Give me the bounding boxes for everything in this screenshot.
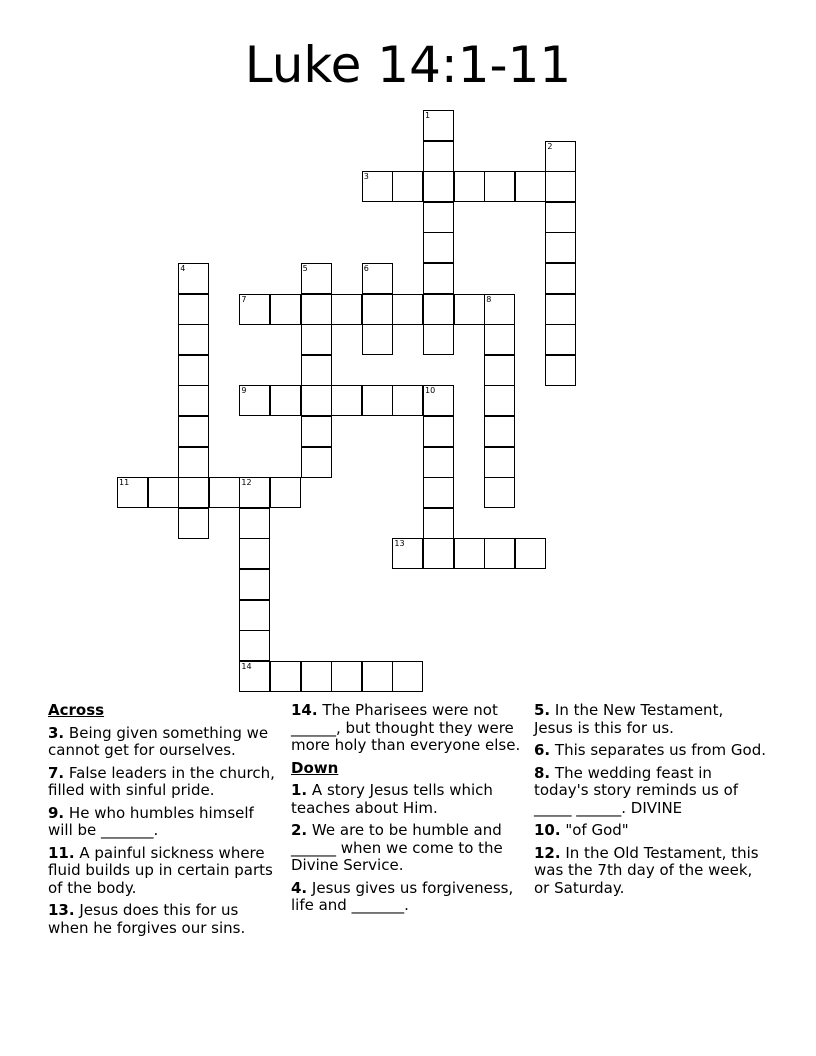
- grid-cell[interactable]: [178, 416, 209, 447]
- grid-cell[interactable]: [178, 477, 209, 508]
- clue-number: 7.: [48, 763, 65, 782]
- grid-cell-number: 10: [425, 386, 436, 396]
- clue-down-1: [291, 782, 523, 817]
- grid-cell[interactable]: [484, 416, 515, 447]
- grid-cell[interactable]: [484, 447, 515, 478]
- grid-cell-number: 8: [486, 294, 492, 304]
- clue-number: 2.: [291, 821, 308, 839]
- clue-text: False leaders in the church, filled with sinful pride.: [48, 763, 275, 799]
- grid-cell[interactable]: [392, 385, 423, 416]
- grid-cell[interactable]: [454, 294, 485, 325]
- grid-cell[interactable]: [178, 263, 209, 294]
- grid-cell[interactable]: [423, 416, 454, 447]
- grid-cell[interactable]: [239, 569, 270, 600]
- grid-cell[interactable]: [362, 385, 393, 416]
- grid-cell[interactable]: [515, 171, 546, 202]
- grid-cell[interactable]: [178, 294, 209, 325]
- grid-cell[interactable]: [454, 538, 485, 569]
- clue-text: A story Jesus tells which teaches about Him.: [291, 781, 493, 817]
- grid-cell[interactable]: [423, 385, 454, 416]
- grid-cell[interactable]: [301, 294, 332, 325]
- across-heading: Across: [48, 701, 105, 719]
- clues-column-2: [291, 702, 523, 920]
- clue-text: A painful sickness where fluid builds up in certain parts of the body.: [48, 843, 273, 897]
- grid-cell[interactable]: [484, 171, 515, 202]
- grid-cell[interactable]: [301, 324, 332, 355]
- clue-down-6: [534, 742, 766, 760]
- clues-column-1: [48, 702, 280, 942]
- clue-text: He who humbles himself will be _______.: [48, 803, 254, 839]
- grid-cell[interactable]: [362, 294, 393, 325]
- grid-cell[interactable]: [301, 263, 332, 294]
- grid-cell[interactable]: [270, 385, 301, 416]
- clue-across-13: [48, 902, 280, 937]
- clue-across-3: [48, 725, 280, 760]
- clue-number: 12.: [534, 843, 561, 862]
- grid-cell[interactable]: [545, 232, 576, 263]
- clue-across-7: [48, 765, 280, 800]
- grid-cell[interactable]: [178, 508, 209, 539]
- clue-text: The wedding feast in today's story reminds us of _____ ______. DIVINE: [534, 763, 739, 817]
- clue-down-8: [534, 765, 766, 818]
- clue-text: Jesus gives us forgiveness, life and _______.: [291, 878, 514, 914]
- grid-cell[interactable]: [362, 263, 393, 294]
- grid-cell[interactable]: [178, 355, 209, 386]
- grid-cell[interactable]: [423, 447, 454, 478]
- grid-cell[interactable]: [423, 508, 454, 539]
- grid-cell[interactable]: [239, 294, 270, 325]
- grid-cell[interactable]: [270, 661, 301, 692]
- clue-number: 6.: [534, 741, 551, 759]
- grid-cell[interactable]: [331, 294, 362, 325]
- grid-cell-number: 1: [425, 111, 431, 120]
- page-title: Luke 14:1-11: [244, 36, 572, 94]
- clue-text: In the Old Testament, this was the 7th day of the week, or Saturday.: [534, 843, 759, 897]
- grid-cell-number: 9: [241, 386, 247, 396]
- grid-cell[interactable]: [484, 324, 515, 355]
- grid-cell-number: 7: [241, 294, 247, 304]
- grid-cell[interactable]: [362, 324, 393, 355]
- grid-cell[interactable]: [545, 294, 576, 325]
- grid-cell[interactable]: [423, 232, 454, 263]
- clue-number: 3.: [48, 723, 65, 742]
- grid-cell[interactable]: [301, 385, 332, 416]
- clue-number: 4.: [291, 878, 308, 897]
- grid-cell[interactable]: [301, 416, 332, 447]
- grid-cell[interactable]: [301, 447, 332, 478]
- clue-text: The Pharisees were not ______, but thought they were more holy than everyone else.: [291, 701, 521, 754]
- clue-text: Being given something we cannot get for ourselves.: [48, 723, 269, 759]
- grid-cell-number: 6: [363, 264, 369, 273]
- grid-cell[interactable]: [362, 661, 393, 692]
- grid-cell[interactable]: [392, 294, 423, 325]
- grid-cell[interactable]: [301, 355, 332, 386]
- clue-text: "of God": [565, 821, 629, 839]
- clue-down-10: [534, 822, 766, 840]
- clues-column-3: [534, 702, 766, 902]
- clue-text: This separates us from God.: [554, 741, 767, 759]
- grid-cell[interactable]: [239, 538, 270, 569]
- clue-down-12: [534, 845, 766, 898]
- grid-cell[interactable]: [148, 477, 179, 508]
- grid-cell[interactable]: [331, 385, 362, 416]
- grid-cell[interactable]: [545, 171, 576, 202]
- clue-number: 10.: [534, 821, 561, 839]
- grid-cell[interactable]: [178, 447, 209, 478]
- grid-cell[interactable]: [484, 355, 515, 386]
- clue-down-4: [291, 880, 523, 915]
- grid-cell[interactable]: [331, 661, 362, 692]
- grid-cell[interactable]: [239, 477, 270, 508]
- grid-cell[interactable]: [545, 355, 576, 386]
- clue-number: 1.: [291, 781, 308, 799]
- grid-cell[interactable]: [545, 324, 576, 355]
- clue-number: 14.: [291, 701, 318, 719]
- clue-number: 5.: [534, 701, 551, 719]
- clue-number: 8.: [534, 763, 551, 782]
- grid-cell[interactable]: [545, 263, 576, 294]
- grid-cell[interactable]: [423, 538, 454, 569]
- grid-cell-number: 3: [363, 172, 369, 182]
- grid-cell-number: 13: [394, 539, 405, 549]
- grid-cell[interactable]: [301, 661, 332, 692]
- grid-cell[interactable]: [484, 477, 515, 508]
- clue-across-11: [48, 845, 280, 898]
- clue-text: In the New Testament, Jesus is this for us.: [534, 701, 724, 737]
- grid-cell-number: 4: [180, 264, 186, 273]
- grid-cell[interactable]: [515, 538, 546, 569]
- grid-cell[interactable]: [484, 294, 515, 325]
- grid-cell-number: 2: [547, 141, 553, 151]
- grid-cell[interactable]: [117, 477, 148, 508]
- clue-text: We are to be humble and ______ when we come to the Divine Service.: [291, 821, 503, 874]
- grid-cell[interactable]: [423, 110, 454, 141]
- grid-cell[interactable]: [545, 141, 576, 172]
- grid-cell[interactable]: [270, 294, 301, 325]
- clue-number: 11.: [48, 843, 75, 862]
- grid-cell[interactable]: [423, 141, 454, 172]
- grid-cell[interactable]: [239, 385, 270, 416]
- grid-cell-number: 5: [302, 264, 308, 273]
- grid-cell[interactable]: [423, 477, 454, 508]
- grid-cell[interactable]: [392, 661, 423, 692]
- grid-cell[interactable]: [392, 538, 423, 569]
- grid-cell[interactable]: [239, 630, 270, 661]
- clue-down-5: [534, 702, 766, 737]
- grid-cell[interactable]: [239, 508, 270, 539]
- clue-across-14: [291, 702, 523, 755]
- grid-cell[interactable]: [454, 171, 485, 202]
- grid-cell[interactable]: [392, 171, 423, 202]
- grid-cell-number: 12: [241, 478, 252, 488]
- clue-down-2: [291, 822, 523, 875]
- grid-cell[interactable]: [545, 202, 576, 233]
- grid-cell[interactable]: [239, 661, 270, 692]
- clue-number: 9.: [48, 803, 65, 822]
- grid-cell[interactable]: [239, 600, 270, 631]
- grid-cell[interactable]: [423, 324, 454, 355]
- grid-cell-number: 14: [241, 661, 252, 671]
- grid-cell[interactable]: [178, 324, 209, 355]
- down-heading: Down: [291, 758, 339, 777]
- grid-cell[interactable]: [423, 171, 454, 202]
- grid-cell-number: 11: [119, 478, 130, 488]
- clue-number: 13.: [48, 901, 75, 919]
- grid-cell[interactable]: [270, 477, 301, 508]
- grid-cell[interactable]: [178, 385, 209, 416]
- grid-cell[interactable]: [423, 294, 454, 325]
- grid-cell[interactable]: [484, 538, 515, 569]
- clue-across-9: [48, 805, 280, 840]
- grid-cell[interactable]: [209, 477, 240, 508]
- grid-cell[interactable]: [423, 263, 454, 294]
- clue-text: Jesus does this for us when he forgives our sins.: [48, 901, 246, 937]
- grid-cell[interactable]: [423, 202, 454, 233]
- grid-cell[interactable]: [484, 385, 515, 416]
- grid-cell[interactable]: [362, 171, 393, 202]
